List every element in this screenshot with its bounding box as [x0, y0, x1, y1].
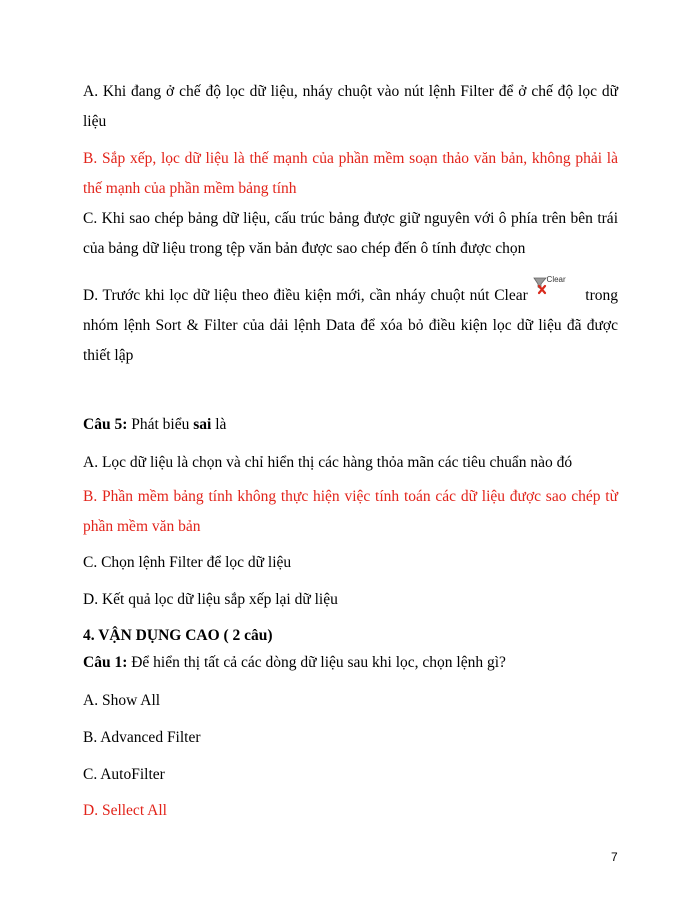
- q5-question: [83, 410, 226, 440]
- q5-option-d: D. Kết quả lọc dữ liệu sắp xếp lại dữ liệu: [83, 591, 338, 608]
- q1-question: [83, 648, 506, 678]
- q1-text: Để hiển thị tất cả các dòng dữ liệu sau khi lọc, chọn lệnh gì?: [131, 654, 506, 671]
- q5-option-a: A. Lọc dữ liệu là chọn và chỉ hiển thị các hàng thỏa mãn các tiêu chuẩn nào đó: [83, 454, 573, 471]
- section-heading: 4. VẬN DỤNG CAO ( 2 câu): [83, 627, 273, 644]
- q4-option-d-text-end: trong nhóm lệnh Sort & Filter của dải lệnh Data để xóa bỏ điều kiện lọc dữ liệu đã được thiết lập: [83, 287, 619, 364]
- q1-option-a: A. Show All: [83, 692, 161, 709]
- q4-option-d-text-start: D. Trước khi lọc dữ liệu theo điều kiện mới, cần nháy chuột nút Clear: [83, 287, 528, 304]
- q5-text-end: là: [215, 416, 227, 433]
- q5-emphasis: sai: [193, 416, 212, 433]
- page-number: 7: [611, 850, 618, 864]
- q5-option-b-correct: B. Phần mềm bảng tính không thực hiện việc tính toán các dữ liệu được sao chép từ phần mềm văn bản: [83, 488, 618, 535]
- q1-label: Câu 1:: [83, 654, 128, 671]
- q5-text-start: Phát biểu: [131, 416, 190, 433]
- q1-option-d-correct: D. Sellect All: [83, 802, 167, 819]
- clear-icon-label: Clear: [546, 275, 566, 284]
- q4-option-c: C. Khi sao chép bảng dữ liệu, cấu trúc bảng được giữ nguyên với ô phía trên bên trái của bảng dữ liệu trong tệp văn bản được sao chép đến ô tính được chọn: [83, 210, 618, 257]
- q4-option-a: A. Khi đang ở chế độ lọc dữ liệu, nháy chuột vào nút lệnh Filter để ở chế độ lọc dữ liệu: [83, 83, 618, 130]
- q4-option-b-correct: B. Sắp xếp, lọc dữ liệu là thế mạnh của phần mềm soạn thảo văn bản, không phải là thế mạnh của phần mềm bảng tính: [83, 150, 618, 197]
- clear-filter-icon: [533, 275, 575, 302]
- q1-option-c: C. AutoFilter: [83, 766, 165, 783]
- q5-option-c: C. Chọn lệnh Filter để lọc dữ liệu: [83, 554, 292, 571]
- q5-label: Câu 5:: [83, 416, 128, 433]
- q4-option-d: [83, 275, 619, 371]
- q1-option-b: B. Advanced Filter: [83, 729, 201, 746]
